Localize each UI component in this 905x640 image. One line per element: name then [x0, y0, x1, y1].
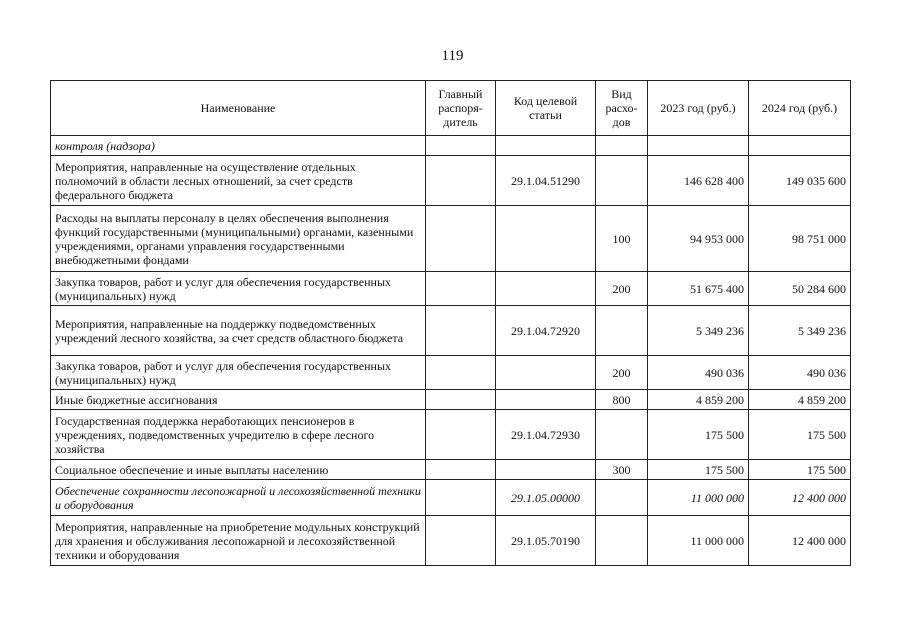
table-row — [51, 390, 851, 410]
row-2023-cell: 11 000 000 — [648, 516, 749, 566]
header-name: Наименование — [51, 81, 426, 136]
row-type-cell — [596, 480, 648, 516]
row-name-cell: Государственная поддержка неработающих пенсионеров в учреждениях, подведомственных учредителю в сфере лесного хозяйства — [51, 410, 426, 460]
header-code: Код целевой статьи — [496, 81, 596, 136]
row-2023-cell — [648, 136, 749, 156]
row-name-cell: Мероприятия, направленные на осуществление отдельных полномочий в области лесных отношений, за счет средств федерального бюджета — [51, 156, 426, 206]
row-admin-cell — [426, 460, 496, 480]
budget-table — [50, 80, 851, 566]
row-code-cell — [496, 272, 596, 306]
row-name-cell: Закупка товаров, работ и услуг для обеспечения государственных (муниципальных) нужд — [51, 356, 426, 390]
row-type-cell: 100 — [596, 206, 648, 272]
row-admin-cell — [426, 356, 496, 390]
header-type: Вид расхо-дов — [596, 81, 648, 136]
row-2023-cell: 4 859 200 — [648, 390, 749, 410]
row-2024-cell: 175 500 — [749, 460, 851, 480]
header-2023: 2023 год (руб.) — [648, 81, 749, 136]
row-2024-cell: 50 284 600 — [749, 272, 851, 306]
row-type-cell: 200 — [596, 272, 648, 306]
row-code-cell — [496, 460, 596, 480]
row-2024-cell: 12 400 000 — [749, 480, 851, 516]
row-2023-cell: 146 628 400 — [648, 156, 749, 206]
row-name-cell: контроля (надзора) — [51, 136, 426, 156]
row-2023-cell: 5 349 236 — [648, 306, 749, 356]
row-admin-cell — [426, 206, 496, 272]
row-2023-cell: 175 500 — [648, 460, 749, 480]
row-name-cell: Обеспечение сохранности лесопожарной и лесохозяйственной техники и оборудования — [51, 480, 426, 516]
row-type-cell — [596, 410, 648, 460]
row-code-cell: 29.1.04.72930 — [496, 410, 596, 460]
row-type-cell: 200 — [596, 356, 648, 390]
row-2023-cell: 51 675 400 — [648, 272, 749, 306]
row-type-cell: 800 — [596, 390, 648, 410]
row-type-cell — [596, 136, 648, 156]
row-code-cell: 29.1.05.00000 — [496, 480, 596, 516]
row-code-cell: 29.1.04.72920 — [496, 306, 596, 356]
row-name-cell: Иные бюджетные ассигнования — [51, 390, 426, 410]
row-code-cell: 29.1.04.51290 — [496, 156, 596, 206]
row-admin-cell — [426, 306, 496, 356]
row-admin-cell — [426, 156, 496, 206]
row-admin-cell — [426, 136, 496, 156]
row-code-cell — [496, 356, 596, 390]
row-2024-cell: 175 500 — [749, 410, 851, 460]
table-row — [51, 156, 851, 206]
row-2024-cell: 12 400 000 — [749, 516, 851, 566]
row-2024-cell: 4 859 200 — [749, 390, 851, 410]
row-name-cell: Расходы на выплаты персоналу в целях обеспечения выполнения функций государственными (муниципальными) органами, казенными учреждениями, органами управления государственными внебюджетными фондами — [51, 206, 426, 272]
row-type-cell — [596, 516, 648, 566]
table-row — [51, 206, 851, 272]
table-row — [51, 136, 851, 156]
row-2024-cell: 149 035 600 — [749, 156, 851, 206]
row-2023-cell: 490 036 — [648, 356, 749, 390]
row-type-cell — [596, 156, 648, 206]
row-2023-cell: 94 953 000 — [648, 206, 749, 272]
row-2024-cell: 490 036 — [749, 356, 851, 390]
row-code-cell: 29.1.05.70190 — [496, 516, 596, 566]
header-2024: 2024 год (руб.) — [749, 81, 851, 136]
row-2024-cell: 5 349 236 — [749, 306, 851, 356]
table-row — [51, 272, 851, 306]
page-number: 119 — [441, 48, 464, 64]
table-row — [51, 306, 851, 356]
table-row — [51, 480, 851, 516]
table-row — [51, 460, 851, 480]
row-admin-cell — [426, 480, 496, 516]
row-type-cell — [596, 306, 648, 356]
row-admin-cell — [426, 272, 496, 306]
row-2024-cell — [749, 136, 851, 156]
row-2023-cell: 11 000 000 — [648, 480, 749, 516]
table-row — [51, 356, 851, 390]
table-row — [51, 410, 851, 460]
row-name-cell: Мероприятия, направленные на поддержку подведомственных учреждений лесного хозяйства, за счет средств областного бюджета — [51, 306, 426, 356]
table-header-row — [51, 81, 851, 136]
row-name-cell: Мероприятия, направленные на приобретение модульных конструкций для хранения и обслуживания лесопожарной и лесохозяйственной техники и оборудования — [51, 516, 426, 566]
table-row — [51, 516, 851, 566]
row-type-cell: 300 — [596, 460, 648, 480]
row-code-cell — [496, 390, 596, 410]
row-name-cell: Социальное обеспечение и иные выплаты населению — [51, 460, 426, 480]
row-2024-cell: 98 751 000 — [749, 206, 851, 272]
row-admin-cell — [426, 410, 496, 460]
row-name-cell: Закупка товаров, работ и услуг для обеспечения государственных (муниципальных) нужд — [51, 272, 426, 306]
row-2023-cell: 175 500 — [648, 410, 749, 460]
header-admin: Главный распоря-дитель — [426, 81, 496, 136]
row-code-cell — [496, 136, 596, 156]
row-code-cell — [496, 206, 596, 272]
row-admin-cell — [426, 390, 496, 410]
row-admin-cell — [426, 516, 496, 566]
